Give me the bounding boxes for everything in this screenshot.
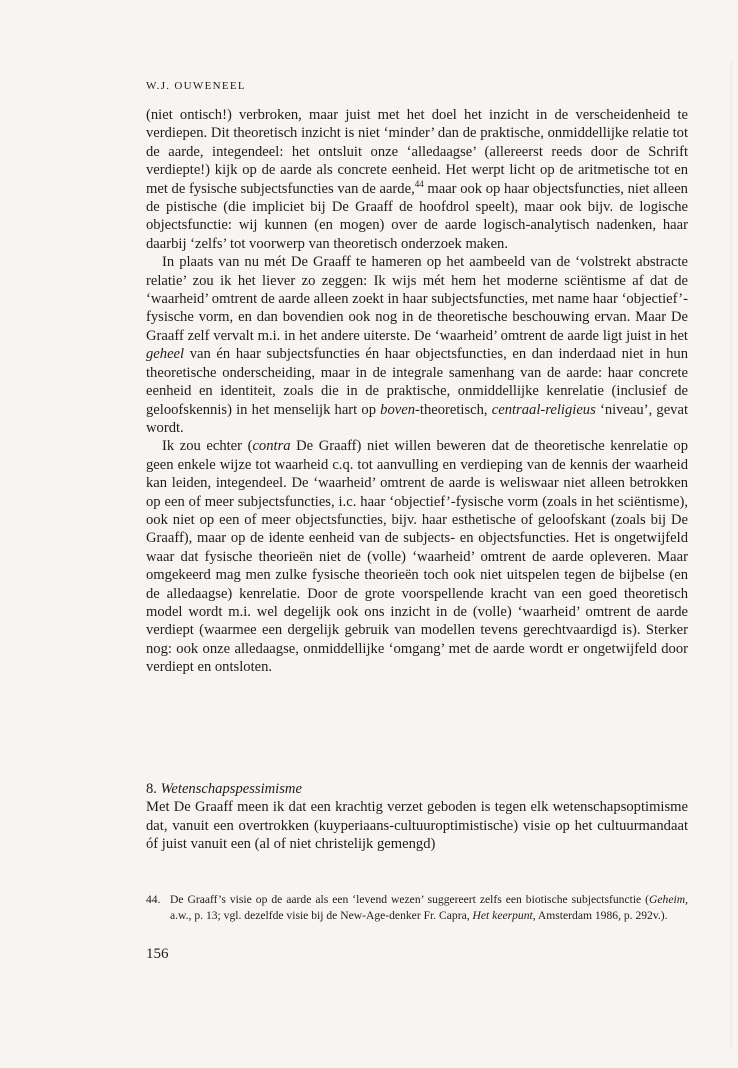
footnote-reference: 44 <box>414 178 424 189</box>
text-run: ‘niveau’, gevat wordt. <box>146 401 688 436</box>
page-number: 156 <box>146 946 169 962</box>
italic-text: boven- <box>380 401 420 418</box>
italic-text: Het keerpunt <box>472 908 533 922</box>
paragraph <box>146 253 688 437</box>
text-run: theoretisch, <box>419 401 492 418</box>
footnote-number: 44. <box>146 893 161 906</box>
main-text <box>146 106 688 677</box>
footnote-44 <box>146 892 688 923</box>
text-run: De Graaff) niet willen beweren dat de theoretische kenrelatie op geen enkele wijze tot waarheid c.q. tot aanvulling en verdieping van de kennis der waarheid kan leiden, integendeel. De ‘waarheid’ omtrent de aarde is weliswaar niet alleen betrokken op een of meer subjectsfuncties, i.c. haar ‘objectief’-fysische vorm (zoals in het sciëntisme), ook niet op een of meer objectsfuncties, bijv. haar esthetische of geloofskant (zoals bij De Graaff), maar op de idente eenheid van de subjects- en objectsfuncties. Het is ongetwijfeld waar dat fysische theorieën niet de (volle) ‘waarheid’ omtrent de aarde opleveren. Maar omgekeerd mag men zulke fysische theorieën toch ook niet uitspelen tegen de bijbelse (en de alledaagse) kenrelatie. Door de grote voorspellende kracht van een goed theoretisch model wordt m.i. wel degelijk ook ons inzicht in de (volle) ‘waarheid’ omtrent de aarde verdiept (waarmee een dergelijk gebruik van modellen tevens gerechtvaardigd is). Sterker nog: ook onze alledaagse, onmiddellijke ‘omgang’ met de aarde wordt er ongetwijfeld door verdiept en ontsloten. <box>146 438 688 676</box>
italic-text: centraal-religieus <box>491 401 596 418</box>
paragraph <box>146 106 688 253</box>
text-run: Ik zou echter ( <box>162 438 253 455</box>
text-run: , a.w., p. 13; vgl. dezelfde visie bij de New-Age-denker Fr. Capra, <box>170 893 688 922</box>
text-run: maar ook op haar objectsfuncties, niet alleen de pistische (die impliciet bij De Graaff de hoofdrol speelt), maar ook bijv. de logische objectsfunctie: wij kunnen (en mogen) over de aarde logisch-analytisch nadenken, haar daarbij ‘zelfs’ tot voorwerp van theoretisch onderzoek maken. <box>146 180 688 252</box>
text-run: van én haar subjectsfuncties én haar objectsfuncties, en dan inderdaad niet in hun theoretische onderscheiding, maar in de integrale samenhang van de aarde: haar concrete eenheid en identiteit, zoals die in de praktische, onmiddellijke kenrelatie (inclusief de geloofskennis) in het menselijk hart op <box>146 346 688 418</box>
section-heading <box>146 780 688 798</box>
paragraph <box>146 437 688 676</box>
section-title: Wetenschapspessimisme <box>160 781 302 797</box>
footnote-text <box>170 892 688 923</box>
text-run: De Graaff’s visie op de aarde als een ‘levend wezen’ suggereert zelfs een biotische subjectsfunctie ( <box>170 893 650 906</box>
page-edge-shadow <box>730 60 732 1050</box>
section-number: 8. <box>146 781 157 797</box>
text-run: (niet ontisch!) verbroken, maar juist met het doel het inzicht in de verscheidenheid te verdiepen. Dit theoretisch inzicht is niet ‘minder’ dan de praktische, onmiddellijke relatie tot de aarde, integendeel: het ontsluit onze ‘alledaagse’ (allereerst reeds door de Schrift verdiepte!) kijk op de aarde als concrete eenheid. Het werpt licht op de aritmetische tot en met de fysische subjectsfuncties van de aarde, <box>146 107 688 197</box>
italic-text: contra <box>252 438 291 455</box>
italic-text: Geheim <box>649 893 686 906</box>
text-run: In plaats van nu mét De Graaff te hameren op het aambeeld van de ‘volstrekt abstracte relatie’ zou ik het liever zo zeggen: Ik wijs mét hem het moderne sciëntisme af dat de ‘waarheid’ omtrent de aarde alleen zoekt in haar subjectsfuncties, met name haar ‘objectief’-fysische vorm, en dan bovendien ook nog in de theoretische beschouwing ervan. Maar De Graaff zelf vervalt m.i. in het andere uiterste. De ‘waarheid’ omtrent de aarde ligt juist in het <box>146 254 688 344</box>
section-paragraph: Met De Graaff meen ik dat een krachtig verzet geboden is tegen elk wetenschapsoptimisme dat, vanuit een overtrokken (kuyperiaans-cultuuroptimistische) visie op het cultuurmandaat óf juist vanuit een (al of niet christelijk gemengd) <box>146 799 688 853</box>
section-8 <box>146 780 688 854</box>
running-head: W.J. OUWENEEL <box>146 80 246 92</box>
italic-text: geheel <box>146 346 185 363</box>
text-run: , Amsterdam 1986, p. 292v.). <box>532 908 668 922</box>
